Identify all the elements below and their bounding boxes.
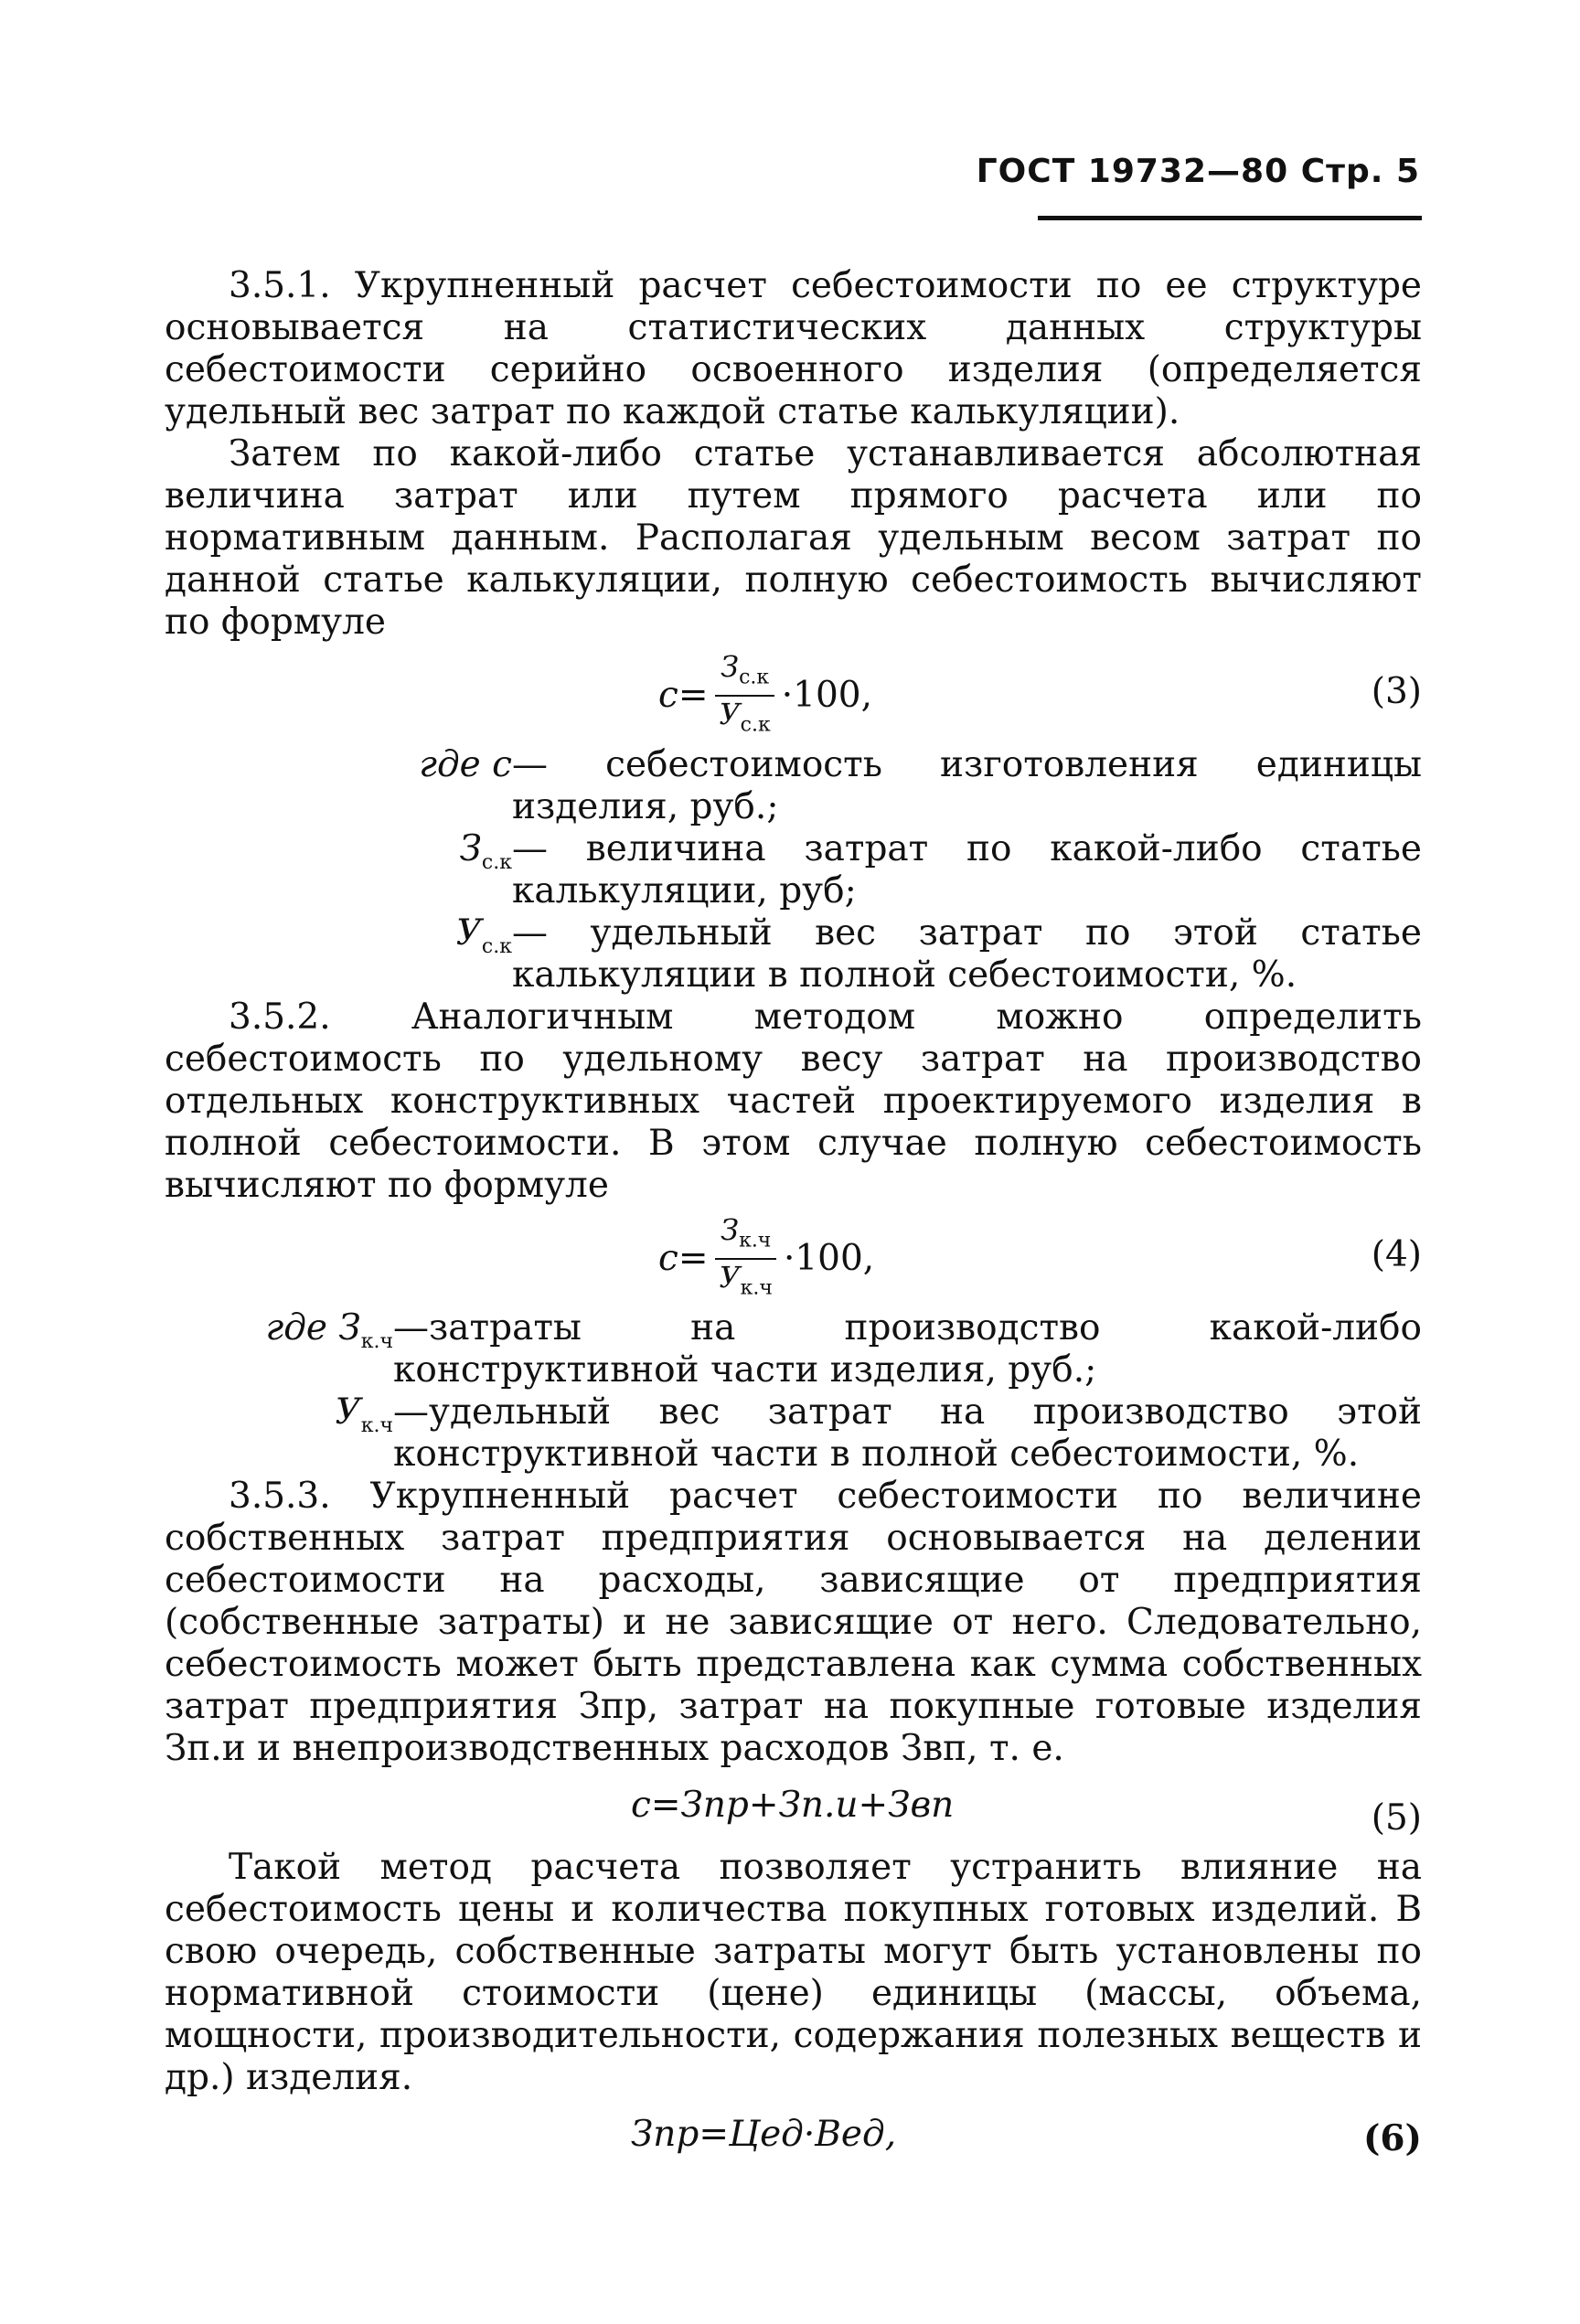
- header-rule: [1038, 216, 1422, 220]
- formula-5-expression: с=Зпр+Зп.и+Звп: [631, 1785, 955, 1826]
- definition-row: где $З_{к.ч}$ —затраты на производство какой-либо конструктивной части изделия, руб.;: [265, 1307, 1422, 1391]
- formula-3-fraction: $\frac{З_{с.к}}{У_{с.к}}$: [714, 649, 776, 743]
- formula-4-fraction: $\frac{З_{к.ч}}{У_{к.ч}}$: [714, 1212, 778, 1306]
- formula-3: [165, 644, 1422, 744]
- paragraph-3-5-3-cont: Такой метод расчета позволяет устранить влияние на себестоимость цены и количества покупных готовых изделий. В свою очередь, собственные затраты могут быть установлены по нормативной стоимости (цене) единицы (массы, объема, мощности, производительности, содержания полезных веществ и др.) изделия.: [165, 1847, 1422, 2098]
- formula-3-definitions: [165, 744, 1422, 997]
- paragraph-3-5-1: 3.5.1. Укрупненный расчет себестоимости по ее структуре основывается на статистических данных структуры себестоимости серийно освоенного изделия (определяется удельный вес затрат по каждой статье калькуляции).: [165, 265, 1422, 432]
- definition-row: $З_{с.к}$ — величина затрат по какой-либо статье калькуляции, руб;: [459, 828, 1422, 911]
- formula-4: [165, 1207, 1422, 1307]
- formula-3-expression: с = $\frac{З_{с.к}}{У_{с.к}}$ ·100,: [658, 649, 872, 743]
- paragraph-3-5-2: 3.5.2. Аналогичным методом можно определить себестоимость по удельному весу затрат на производство отдельных конструктивных частей проектируемого изделия в полной себестоимости. В этом случае полную себестоимость вычисляют по формуле: [165, 997, 1422, 1206]
- formula-5-number: (5): [1371, 1797, 1422, 1839]
- formula-6-number: (6): [1362, 2117, 1422, 2159]
- document-code: ГОСТ 19732—80: [976, 153, 1289, 190]
- page-body: [165, 265, 1422, 2176]
- page-header: [977, 154, 1420, 190]
- formula-6-expression: Зпр=Цед·Вед,: [631, 2114, 897, 2155]
- formula-5: [165, 1770, 1422, 1847]
- formula-4-expression: с = $\frac{З_{к.ч}}{У_{к.ч}}$ ·100,: [658, 1212, 874, 1306]
- definition-row: $У_{с.к}$ — удельный вес затрат по этой статье калькуляции в полной себестоимости, %.: [455, 912, 1422, 996]
- paragraph-3-5-1-cont: Затем по какой-либо статье устанавливается абсолютная величина затрат или путем прямого расчета или по нормативным данным. Располагая удельным весом затрат по данной статье калькуляции, полную себестоимость вычисляют по формуле: [165, 433, 1422, 643]
- formula-3-number: (3): [1371, 671, 1422, 712]
- definition-row: где с — себестоимость изготовления единицы изделия, руб.;: [419, 744, 1422, 827]
- formula-6: [165, 2099, 1422, 2176]
- definition-row: $У_{к.ч}$ —удельный вес затрат на производство этой конструктивной части в полной себестоимости, %.: [335, 1391, 1422, 1475]
- page-number: Стр. 5: [1300, 153, 1420, 190]
- formula-4-definitions: [165, 1307, 1422, 1476]
- formula-4-number: (4): [1371, 1234, 1422, 1275]
- paragraph-3-5-3: 3.5.3. Укрупненный расчет себестоимости по величине собственных затрат предприятия основывается на делении себестоимости на расходы, зависящие от предприятия (собственные затраты) и не зависящие от него. Следовательно, себестоимость может быть представлена как сумма собственных затрат предприятия Зпр, затрат на покупные готовые изделия Зп.и и внепроизводственных расходов Звп, т. е.: [165, 1476, 1422, 1769]
